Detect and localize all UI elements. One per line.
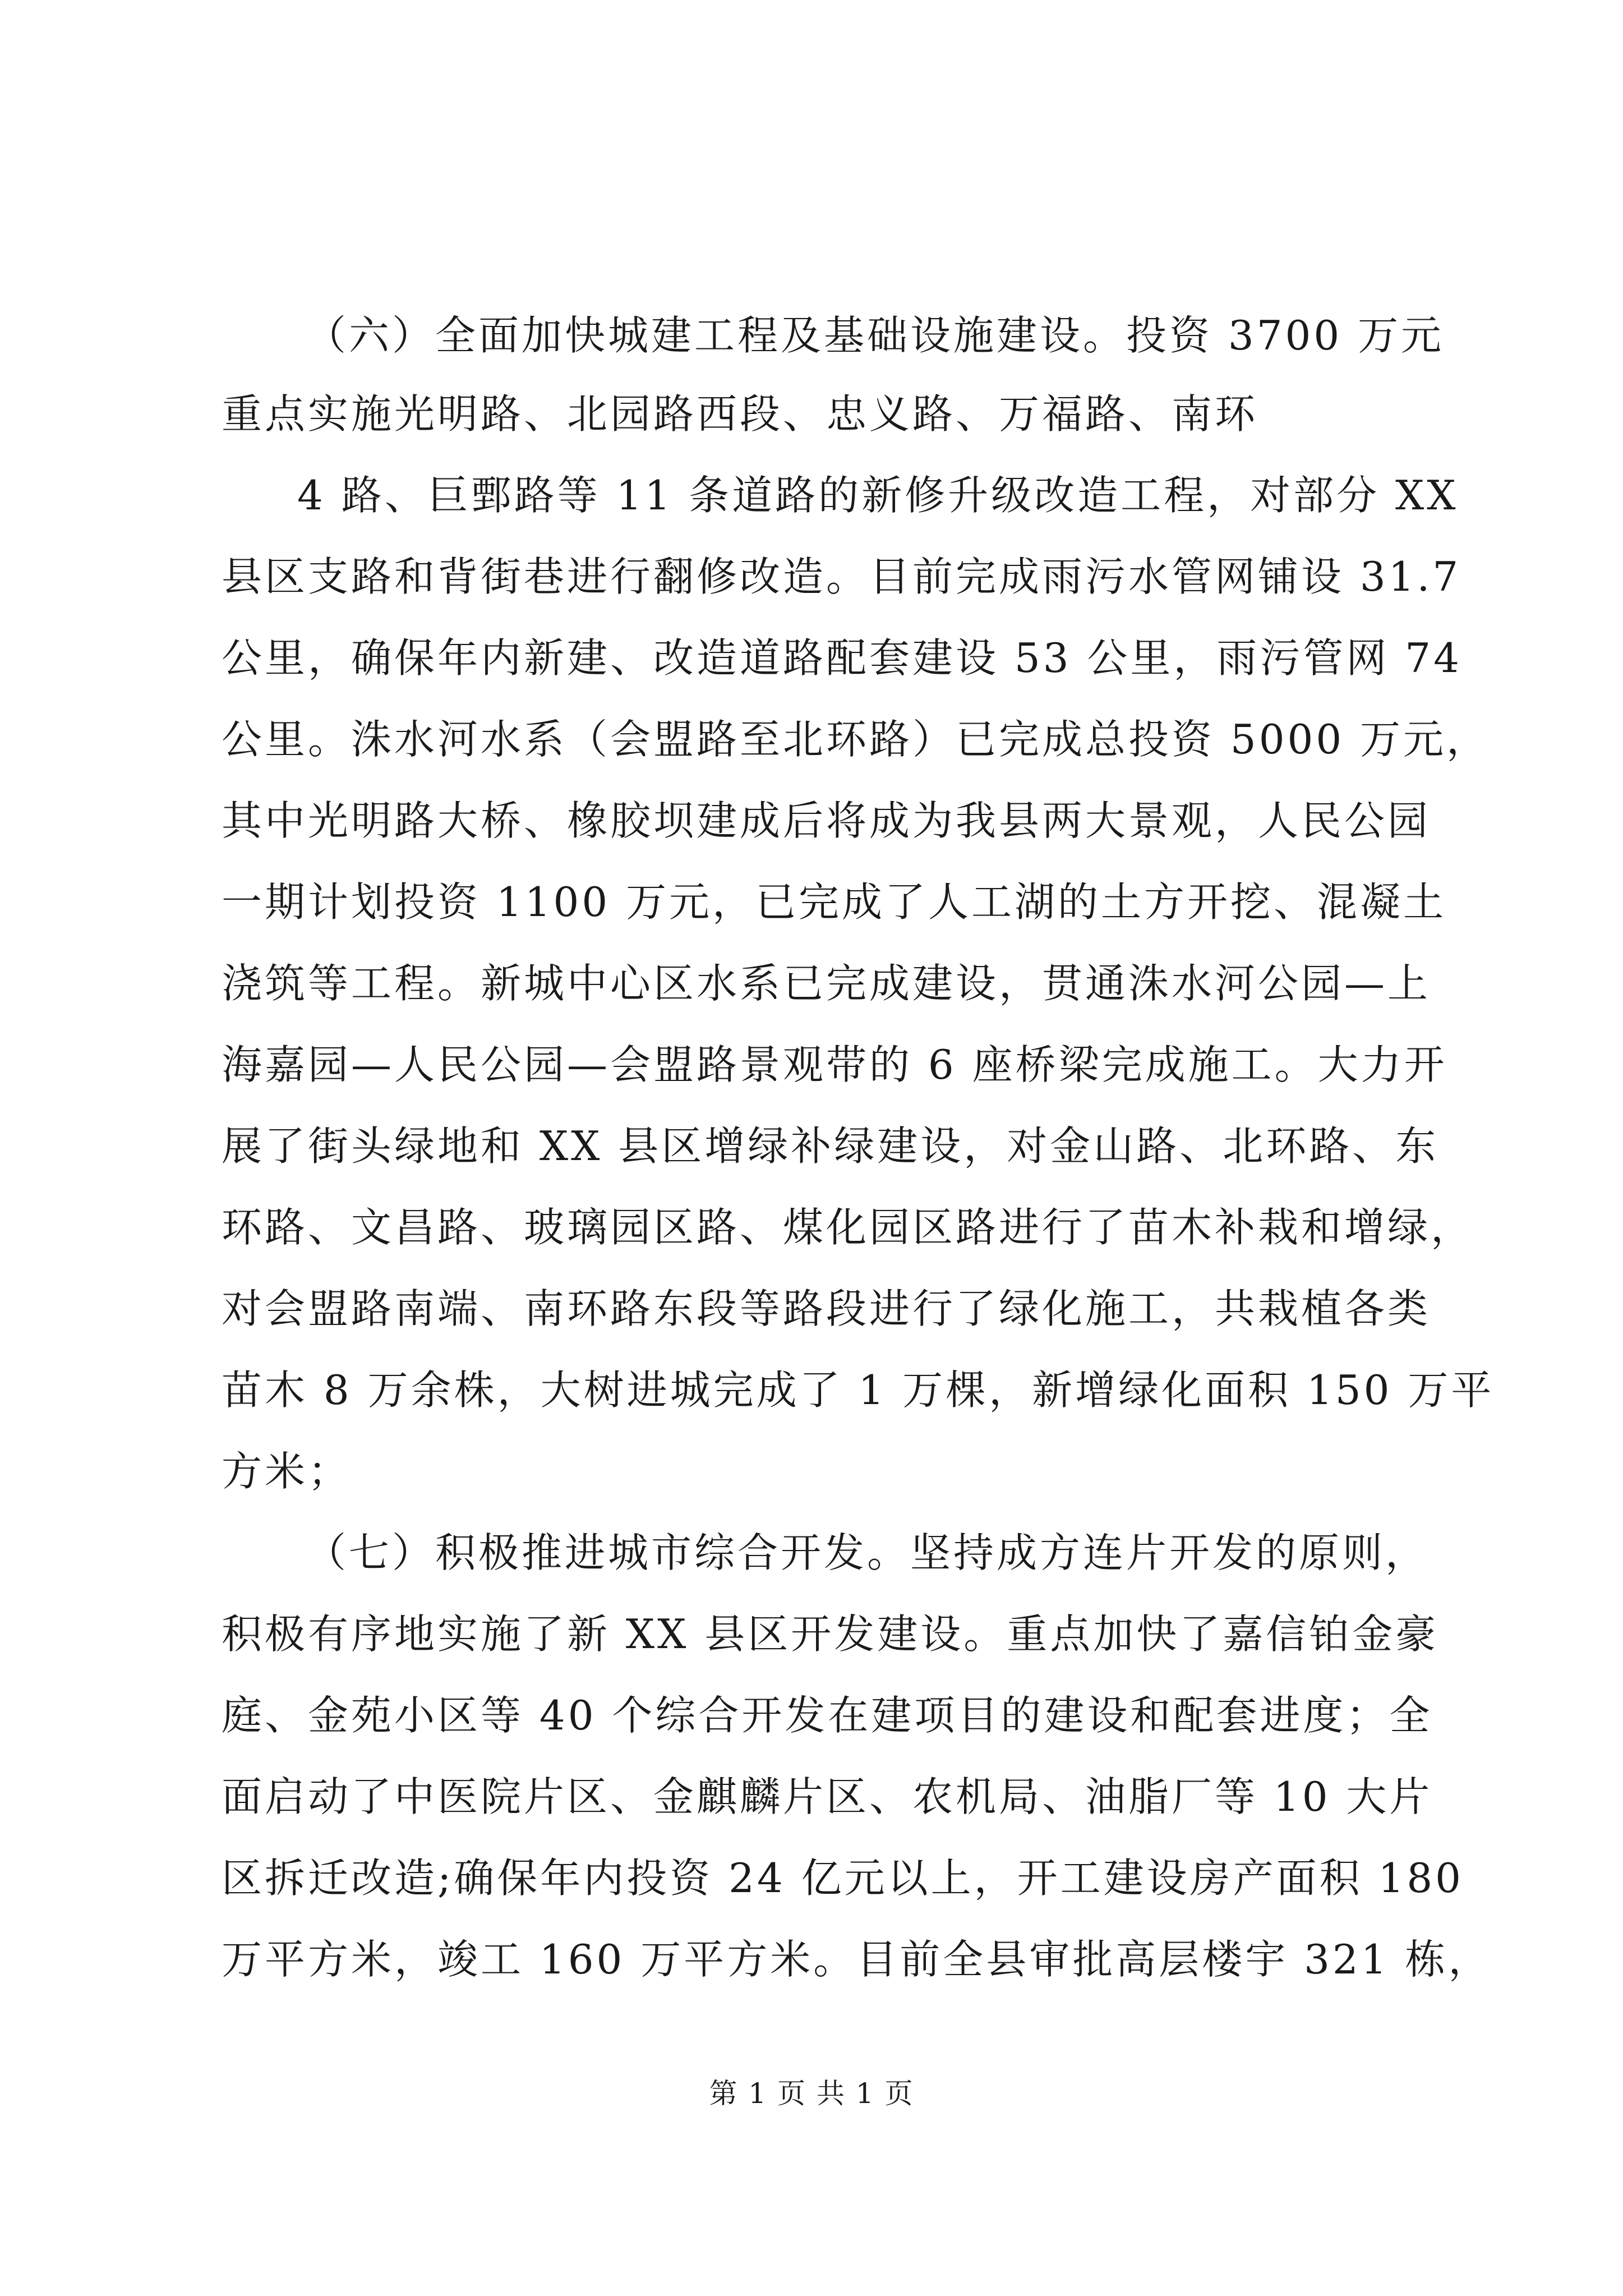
- text-line: 公里。洙水河水系（会盟路至北环路）已完成总投资 5000 万元，: [222, 716, 1490, 763]
- text-line: 重点实施光明路、北园路西段、忠义路、万福路、南环: [222, 390, 1258, 438]
- text-line: 方米；: [222, 1448, 352, 1495]
- text-line: 苗木 8 万余株，大树进城完成了 1 万棵，新增绿化面积 150 万平: [222, 1366, 1495, 1414]
- text-line: （六）全面加快城建工程及基础设施建设。投资 3700 万元: [306, 312, 1445, 359]
- text-line: 浇筑等工程。新城中心区水系已完成建设，贯通洙水河公园—上: [222, 960, 1431, 1007]
- text-line: 其中光明路大桥、橡胶坝建成后将成为我县两大景观，人民公园: [222, 797, 1431, 844]
- text-line: 海嘉园—人民公园—会盟路景观带的 6 座桥梁完成施工。大力开: [222, 1041, 1447, 1088]
- text-line: 4 路、巨鄄路等 11 条道路的新修升级改造工程，对部分 XX: [297, 472, 1459, 519]
- text-line: 公里，确保年内新建、改造道路配套建设 53 公里，雨污管网 74: [222, 634, 1462, 682]
- text-line: 积极有序地实施了新 XX 县区开发建设。重点加快了嘉信铂金豪: [222, 1611, 1439, 1658]
- text-line: 县区支路和背街巷进行翻修改造。目前完成雨污水管网铺设 31.7: [222, 553, 1461, 600]
- text-line: 庭、金苑小区等 40 个综合开发在建项目的建设和配套进度；全: [222, 1692, 1433, 1739]
- text-line: 对会盟路南端、南环路东段等路段进行了绿化施工，共栽植各类: [222, 1285, 1431, 1332]
- text-line: 一期计划投资 1100 万元，已完成了人工湖的土方开挖、混凝土: [222, 878, 1447, 926]
- text-line: 面启动了中医院片区、金麒麟片区、农机局、油脂厂等 10 大片: [222, 1773, 1433, 1820]
- page-footer: 第 1 页 共 1 页: [709, 2077, 914, 2110]
- text-line: 区拆迁改造;确保年内投资 24 亿元以上，开工建设房产面积 180: [222, 1855, 1464, 1902]
- text-line: 展了街头绿地和 XX 县区增绿补绿建设，对金山路、北环路、东: [222, 1122, 1439, 1170]
- text-line: （七）积极推进城市综合开发。坚持成方连片开发的原则，: [306, 1529, 1429, 1576]
- text-line: 环路、文昌路、玻璃园区路、煤化园区路进行了苗木补栽和增绿，: [222, 1204, 1474, 1251]
- text-line: 万平方米，竣工 160 万平方米。目前全县审批高层楼宇 321 栋，: [222, 1936, 1492, 1983]
